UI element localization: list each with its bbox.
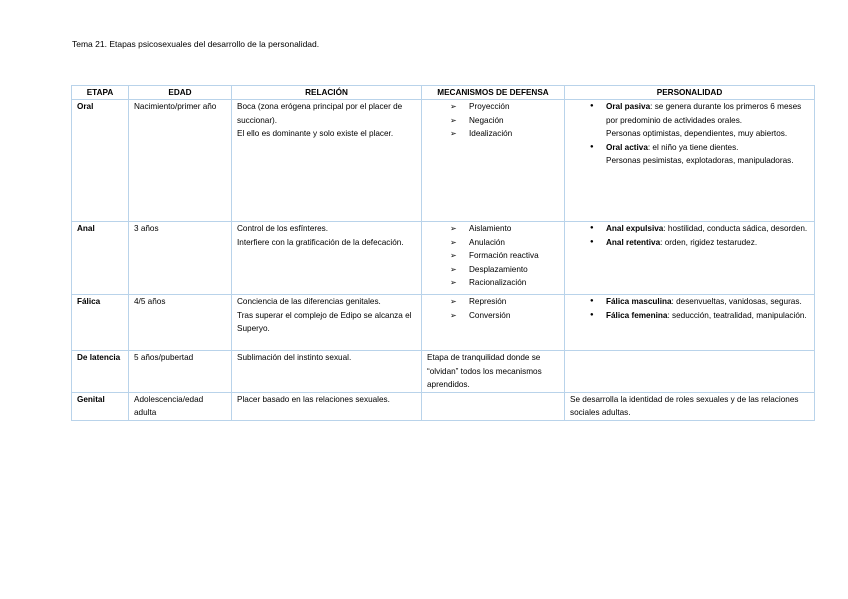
mecanismo-item: ➢ Conversión	[427, 309, 559, 323]
table-row-genital	[72, 392, 815, 420]
table-row-oral	[72, 100, 815, 222]
header-etapa: ETAPA	[72, 86, 129, 100]
etapa-cell: Genital	[72, 392, 129, 420]
header-personalidad: PERSONALIDAD	[565, 86, 815, 100]
relacion-line: Control de los esfínteres.	[237, 224, 329, 233]
personalidad-term: Oral activa	[606, 142, 648, 152]
relacion-cell	[232, 295, 422, 351]
header-relacion: RELACIÓN	[232, 86, 422, 100]
etapa-cell: Fálica	[72, 295, 129, 351]
personalidad-extra: Personas optimistas, dependientes, muy abiertos.	[606, 129, 788, 138]
relacion-line: Interfiere con la gratificación de la defecación.	[237, 237, 404, 247]
table-row-falica	[72, 295, 815, 351]
relacion-cell	[232, 222, 422, 295]
mecanismos-cell	[422, 100, 565, 222]
edad-cell: 4/5 años	[129, 295, 232, 351]
personalidad-item	[570, 309, 809, 323]
relacion-cell: Placer basado en las relaciones sexuales.	[232, 392, 422, 420]
mecanismos-cell	[422, 392, 565, 420]
edad-cell: Nacimiento/primer año	[129, 100, 232, 222]
relacion-line: Conciencia de las diferencias genitales.	[237, 297, 381, 306]
mecanismo-item: ➢ Racionalización	[427, 276, 559, 290]
mecanismo-item: ➢ Formación reactiva	[427, 249, 559, 263]
mecanismos-cell: Etapa de tranquilidad donde se “olvidan” todos los mecanismos aprendidos.	[422, 351, 565, 393]
stages-table	[71, 85, 815, 421]
mecanismos-cell	[422, 222, 565, 295]
document-title: Tema 21. Etapas psicosexuales del desarrollo de la personalidad.	[72, 39, 320, 49]
relacion-line: El ello es dominante y solo existe el placer.	[237, 129, 394, 138]
mecanismo-item: ➢ Desplazamiento	[427, 263, 559, 277]
personalidad-term: Fálica masculina	[606, 297, 672, 306]
personalidad-item	[570, 295, 809, 309]
personalidad-desc: : se genera durante los primeros 6 meses por predominio de actividades orales.	[606, 102, 802, 125]
relacion-line: Boca (zona erógena principal por el placer de succionar).	[237, 102, 403, 125]
personalidad-term: Anal retentiva	[606, 237, 661, 247]
header-row	[72, 86, 815, 100]
etapa-cell: De latencia	[72, 351, 129, 393]
personalidad-cell	[565, 222, 815, 295]
mecanismo-item: ➢ Negación	[427, 114, 559, 128]
personalidad-item	[570, 100, 809, 141]
personalidad-cell: Se desarrolla la identidad de roles sexuales y de las relaciones sociales adultas.	[565, 392, 815, 420]
edad-cell: 3 años	[129, 222, 232, 295]
mecanismo-item: ➢ Represión	[427, 295, 559, 309]
personalidad-desc: : hostilidad, conducta sádica, desorden.	[663, 224, 808, 233]
personalidad-cell	[565, 351, 815, 393]
mecanismo-item: ➢ Aislamiento	[427, 222, 559, 236]
table-row-latencia	[72, 351, 815, 393]
personalidad-desc: : el niño ya tiene dientes.	[647, 142, 739, 152]
mecanismo-item: ➢ Idealización	[427, 127, 559, 141]
personalidad-term: Anal expulsiva	[606, 224, 664, 233]
etapa-cell: Oral	[72, 100, 129, 222]
personalidad-desc: : seducción, teatralidad, manipulación.	[667, 310, 807, 320]
personalidad-item	[570, 236, 809, 250]
edad-cell: 5 años/pubertad	[129, 351, 232, 393]
table-row-anal	[72, 222, 815, 295]
personalidad-term: Fálica femenina	[606, 310, 668, 320]
personalidad-item	[570, 141, 809, 168]
edad-cell: Adolescencia/edad adulta	[129, 392, 232, 420]
personalidad-item	[570, 222, 809, 236]
mecanismo-item: ➢ Anulación	[427, 236, 559, 250]
personalidad-term: Oral pasiva	[606, 102, 651, 111]
personalidad-desc: : orden, rigidez testarudez.	[660, 237, 758, 247]
personalidad-extra: Personas pesimistas, explotadoras, manipuladoras.	[606, 156, 794, 165]
mecanismo-item: ➢ Proyección	[427, 100, 559, 114]
header-edad: EDAD	[129, 86, 232, 100]
personalidad-desc: : desenvueltas, vanidosas, seguras.	[671, 297, 802, 306]
relacion-cell: Sublimación del instinto sexual.	[232, 351, 422, 393]
etapa-cell: Anal	[72, 222, 129, 295]
header-mecanismos: MECANISMOS DE DEFENSA	[422, 86, 565, 100]
relacion-line: Tras superar el complejo de Edipo se alcanza el Superyo.	[237, 310, 412, 333]
personalidad-cell	[565, 295, 815, 351]
mecanismos-cell	[422, 295, 565, 351]
relacion-cell	[232, 100, 422, 222]
personalidad-cell	[565, 100, 815, 222]
